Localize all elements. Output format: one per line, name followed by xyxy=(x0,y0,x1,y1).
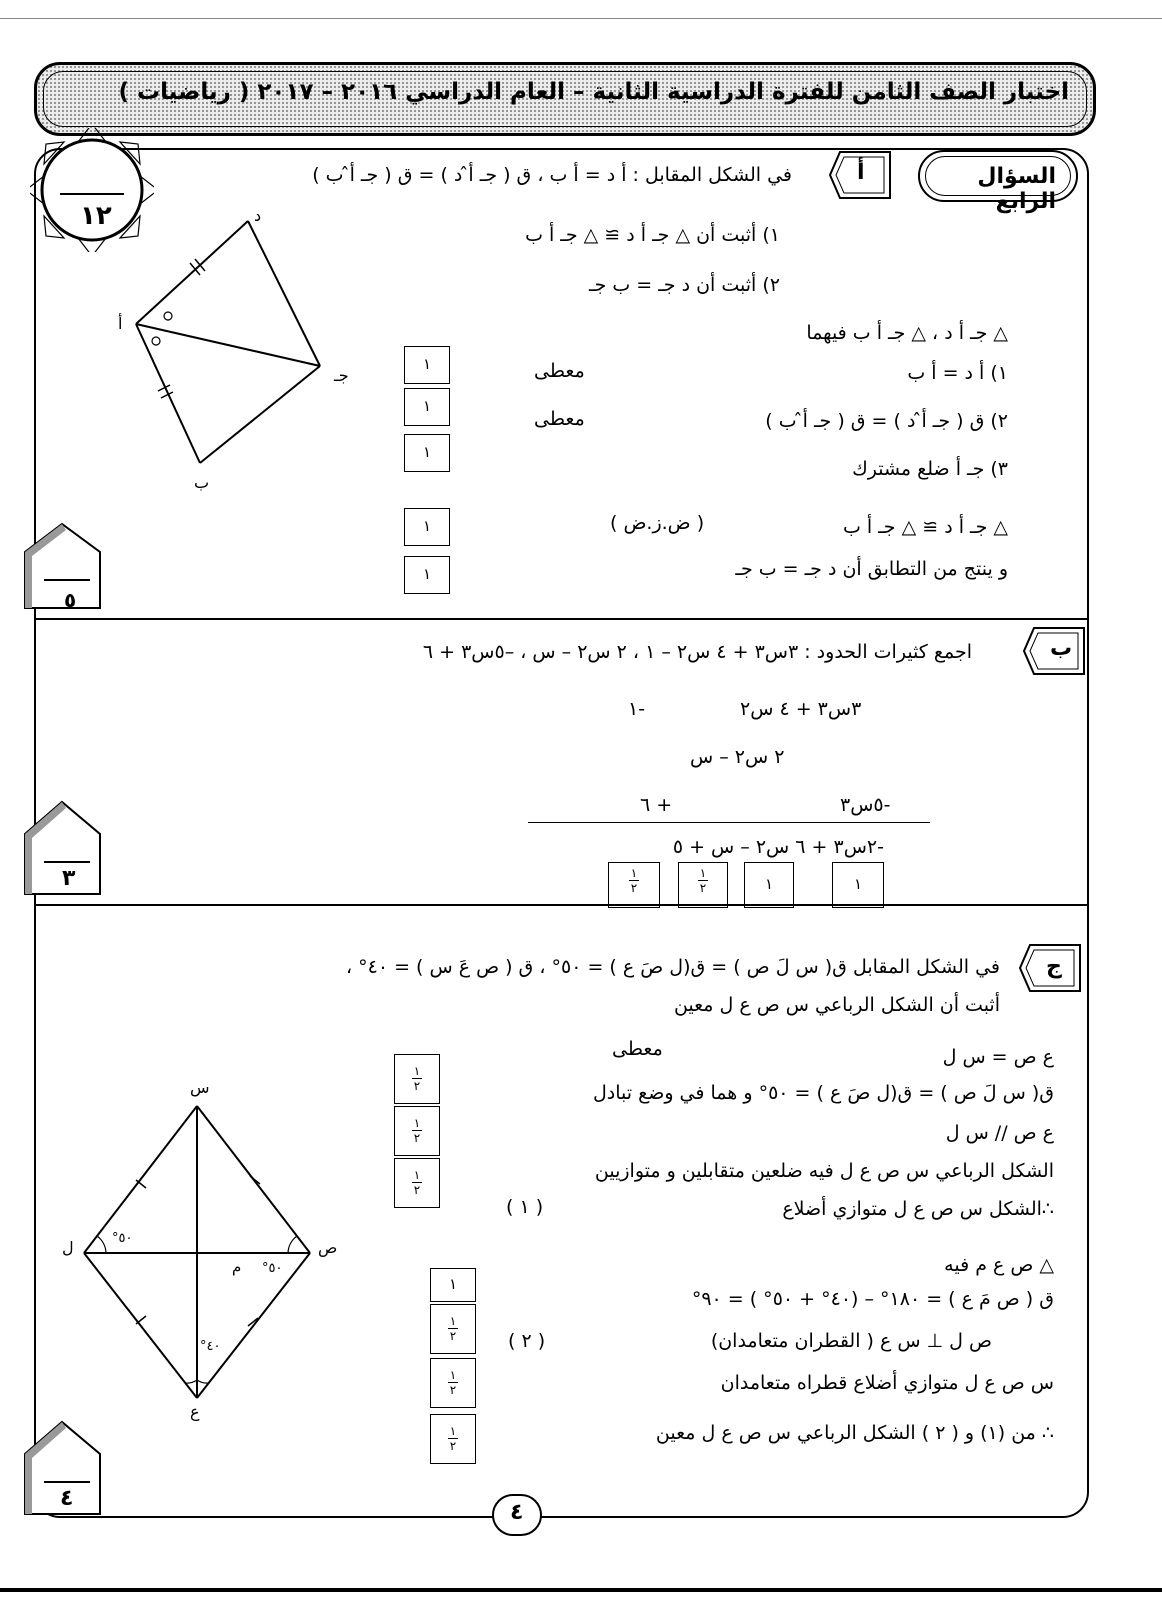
part-a-line1: ١) أ د = أ ب xyxy=(907,362,1008,384)
part-a-label-left: أ xyxy=(118,314,123,333)
part-a-label-bottom: ب xyxy=(194,473,210,492)
bottom-rule xyxy=(0,1588,1162,1592)
exam-title: اختبار الصف الثامن للفترة الدراسية الثانية – العام الدراسي ٢٠١٦ – ٢٠١٧ ( رياضيات ) xyxy=(118,79,1069,105)
part-b-mark-3 xyxy=(678,862,728,908)
part-c-l7: ق ( ص مَ ع ) = ١٨٠° – (٤٠° + ٥٠° ) = ٩٠° xyxy=(691,1288,1054,1310)
part-c-label-top: س xyxy=(190,1078,210,1097)
part-a-score-house-icon xyxy=(20,522,106,610)
divider-b-c xyxy=(34,904,1089,906)
part-a-line2: ٢) ق ( جـ أ̂ د ) = ق ( جـ أ̂ ب ) xyxy=(765,410,1008,432)
part-b-score: ٣ xyxy=(62,866,76,891)
part-c-mark-1 xyxy=(394,1054,440,1104)
part-c-mark-7-fraction: $\frac{١}{٢}$ xyxy=(449,1424,457,1453)
part-c-angle-bottom: ٤٠° xyxy=(200,1339,221,1354)
part-b-mark-1: ١ xyxy=(832,862,884,908)
part-a-line5: و ينتج من التطابق أن د جـ = ب جـ xyxy=(735,558,1008,580)
part-c-l8-tag: ( ٢ ) xyxy=(508,1330,546,1352)
part-c-label-left: ل xyxy=(62,1238,74,1257)
part-c-angle-left: ٥٠° xyxy=(112,1231,133,1246)
part-c-l3: ع ص // س ل xyxy=(945,1122,1054,1144)
part-b-mark-3-fraction: $\frac{١}{٢}$ xyxy=(699,866,707,895)
part-b-mark-4-fraction: $\frac{١}{٢}$ xyxy=(630,866,638,895)
part-c-l2: ق( س لَ ص ) = ق(ل صَ ع ) = ٥٠° و هما في وضع تبادل xyxy=(592,1082,1054,1104)
part-c-mark-7 xyxy=(430,1414,476,1464)
part-b-row1-right: -١ xyxy=(628,698,646,720)
part-c-l5: ∴الشكل س ص ع ل متوازي أضلاع xyxy=(782,1198,1054,1220)
part-c-mark-1-fraction: $\frac{١}{٢}$ xyxy=(413,1064,421,1093)
part-b-sum-line xyxy=(528,822,930,823)
part-a-line4-note: ( ض.ز.ض ) xyxy=(610,512,705,534)
part-b-row1-left: ٣س٣ + ٤ س٢ xyxy=(740,698,862,720)
part-a-req2: ٢) أثبت أن د جـ = ب جـ xyxy=(589,274,780,296)
part-b-row2: ٢ س٢ – س xyxy=(690,746,785,768)
part-a-line4: △ جـ أ د ≅ △ جـ أ ب xyxy=(843,516,1008,538)
part-b-row3-left: -٥س٣ xyxy=(840,794,891,816)
part-b-mark-2: ١ xyxy=(744,862,794,908)
part-c-l5-tag: ( ١ ) xyxy=(506,1196,544,1218)
part-a-mark-3: ١ xyxy=(404,434,450,472)
part-c-mark-4: ١ xyxy=(430,1268,476,1302)
part-c-l4: الشكل الرباعي س ص ع ل فيه ضلعين متقابلين و متوازيين xyxy=(594,1160,1054,1182)
top-rule xyxy=(0,18,1162,19)
part-a-line3: ٣) جـ أ ضلع مشترك xyxy=(852,458,1008,480)
part-a-score: ٥ xyxy=(64,588,77,612)
part-b-prompt: اجمع كثيرات الحدود : ٣س٣ + ٤ س٢ – ١ ، ٢ س٢ – س ، –٥س٣ + ٦ xyxy=(422,641,972,663)
part-b-letter: ب xyxy=(1050,636,1073,661)
part-a-label-top: د xyxy=(254,206,262,225)
part-a-prompt: في الشكل المقابل : أ د = أ ب ، ق ( جـ أ̂ د ) = ق ( جـ أ̂ ب ) xyxy=(312,164,792,186)
question-label: السؤال الرابع xyxy=(977,164,1056,214)
part-c-mark-6 xyxy=(430,1358,476,1408)
part-c-prompt: في الشكل المقابل ق( س لَ ص ) = ق(ل صَ ع ) = ٥٠° ، ق ( ص عَ س ) = ٤٠° ، xyxy=(345,956,1000,978)
part-c-rhombus-figure xyxy=(70,1090,360,1410)
part-c-l8: ص ل ⊥ س ع ( القطران متعامدان) xyxy=(710,1330,992,1352)
part-c-l1-note: معطى xyxy=(612,1038,663,1060)
part-a-label-right: جـ xyxy=(334,366,349,385)
part-c-letter: ج xyxy=(1046,954,1062,979)
part-a-req1: ١) أثبت أن △ جـ أ د ≅ △ جـ أ ب xyxy=(525,224,780,246)
divider-a-b xyxy=(34,618,1089,620)
part-b-mark-4 xyxy=(608,862,660,908)
part-c-mark-6-fraction: $\frac{١}{٢}$ xyxy=(449,1368,457,1397)
part-c-score: ٤ xyxy=(60,1486,74,1511)
part-a-mark-1: ١ xyxy=(404,346,450,384)
part-c-requirement: أثبت أن الشكل الرباعي س ص ع ل معين xyxy=(673,994,1000,1016)
part-a-mark-4: ١ xyxy=(404,508,450,546)
part-c-mark-5 xyxy=(430,1304,476,1354)
part-c-l10: ∴ من (١) و ( ٢ ) الشكل الرباعي س ص ع ل معين xyxy=(655,1422,1054,1444)
part-c-mark-3 xyxy=(394,1158,440,1208)
part-a-mark-2: ١ xyxy=(404,388,450,426)
total-score-value: ١٢ xyxy=(80,201,112,231)
part-a-letter: أ xyxy=(857,160,865,185)
part-a-quadrilateral-figure xyxy=(110,205,370,505)
part-c-angle-right: ٥٠° xyxy=(262,1261,283,1276)
part-c-mark-2 xyxy=(394,1106,440,1156)
part-b-result: -٢س٣ + ٦ س٢ – س + ٥ xyxy=(672,836,884,858)
part-a-line1-note: معطى xyxy=(534,360,585,382)
part-c-label-center: م xyxy=(232,1258,242,1276)
part-b-row3-right: + ٦ xyxy=(640,794,673,816)
part-c-mark-2-fraction: $\frac{١}{٢}$ xyxy=(413,1116,421,1145)
page-number: ٤ xyxy=(510,1500,524,1525)
part-a-intro: △ جـ أ د ، △ جـ أ ب فيهما xyxy=(806,322,1008,344)
part-c-label-bottom: ع xyxy=(190,1402,200,1421)
part-a-line2-note: معطى xyxy=(534,408,585,430)
part-c-l6: △ ص ع م فيه xyxy=(944,1254,1054,1276)
part-c-l1: ع ص = س ل xyxy=(942,1046,1054,1068)
exam-header xyxy=(34,62,1096,136)
part-c-mark-5-fraction: $\frac{١}{٢}$ xyxy=(449,1314,457,1343)
part-c-l9: س ص ع ل متوازي أضلاع قطراه متعامدان xyxy=(720,1372,1054,1394)
part-c-label-right: ص xyxy=(318,1238,338,1257)
part-c-mark-3-fraction: $\frac{١}{٢}$ xyxy=(413,1168,421,1197)
question-label-badge xyxy=(918,150,1078,214)
part-a-mark-5: ١ xyxy=(404,556,450,594)
